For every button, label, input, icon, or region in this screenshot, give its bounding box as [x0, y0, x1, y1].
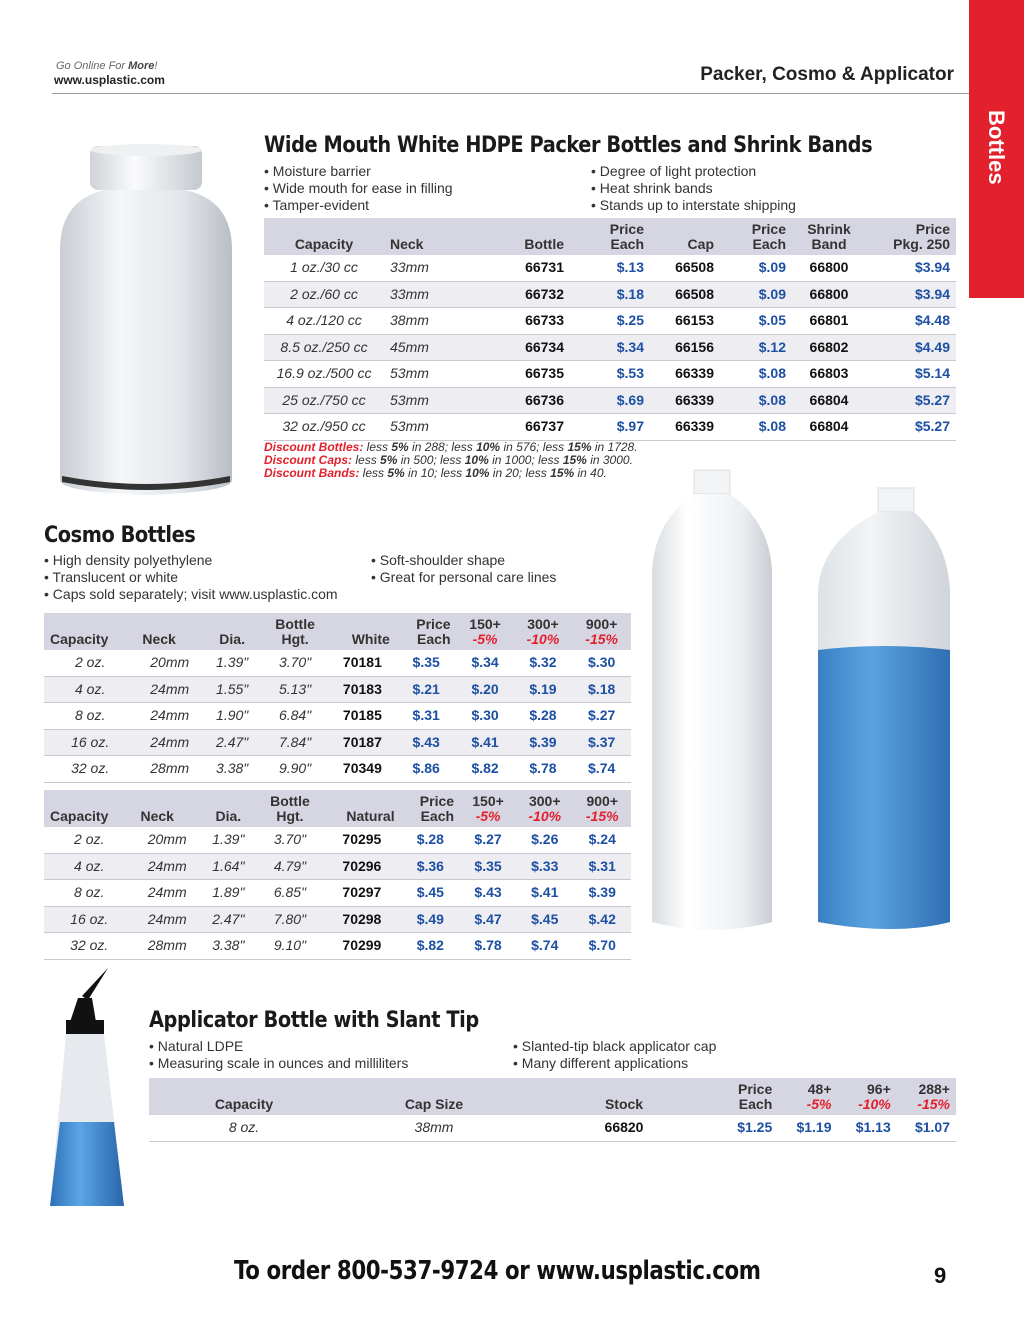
bullet: • Tamper-evident: [264, 197, 370, 213]
bullet: • Soft-shoulder shape: [371, 552, 506, 568]
cosmo-white-table: [44, 613, 631, 783]
table-row: [264, 361, 956, 388]
table-cell: 16.9 oz./500 cc: [264, 361, 384, 388]
table-cell: 25 oz./750 cc: [264, 387, 384, 414]
packer-bullets-right: [591, 163, 796, 214]
table-cell: 4 oz.: [44, 853, 134, 880]
table-cell: $.34: [457, 650, 514, 676]
col-header: Natural: [323, 790, 400, 827]
table-cell: 66508: [650, 281, 720, 308]
table-cell: 20mm: [136, 650, 203, 676]
table-cell: $4.48: [866, 308, 956, 335]
table-cell: $.78: [514, 756, 573, 783]
table-cell: 28mm: [136, 756, 203, 783]
table-cell: $.41: [516, 880, 573, 907]
table-row: [44, 906, 631, 933]
table-cell: $.39: [514, 729, 573, 756]
cosmo-bullets-right: [371, 552, 556, 586]
table-cell: $.18: [572, 676, 631, 703]
table-cell: 66339: [650, 361, 720, 388]
table-cell: $.36: [401, 853, 460, 880]
table-cell: $.86: [396, 756, 457, 783]
table-cell: $.69: [570, 387, 650, 414]
table-cell: $.45: [516, 906, 573, 933]
table-cell: 66804: [792, 414, 866, 441]
table-cell: 3.38": [200, 933, 257, 960]
table-cell: $.25: [570, 308, 650, 335]
col-header: 900+ -15%: [573, 790, 631, 827]
table-row: [44, 880, 631, 907]
table-cell: $.82: [401, 933, 460, 960]
table-cell: 8 oz.: [44, 703, 136, 730]
table-cell: $.45: [401, 880, 460, 907]
bullet: • Heat shrink bands: [591, 180, 713, 196]
table-cell: $.35: [460, 853, 516, 880]
table-cell: $.34: [570, 334, 650, 361]
col-header: Price Each: [570, 218, 650, 255]
bullet: • Natural LDPE: [149, 1038, 244, 1054]
table-cell: $1.19: [778, 1115, 837, 1141]
table-cell: 45mm: [384, 334, 494, 361]
table-cell: 6.85": [257, 880, 323, 907]
col-header: 150+ -5%: [460, 790, 516, 827]
table-cell: 1.39": [200, 827, 257, 853]
bullet: • Wide mouth for ease in filling: [264, 180, 453, 196]
col-header: Price Each: [720, 218, 792, 255]
table-cell: $.09: [720, 255, 792, 281]
table-cell: 24mm: [136, 703, 203, 730]
table-row: [264, 308, 956, 335]
table-cell: 8.5 oz./250 cc: [264, 334, 384, 361]
site-url[interactable]: www.usplastic.com: [54, 73, 165, 87]
table-header-row: [44, 790, 631, 827]
table-cell: 66801: [792, 308, 866, 335]
table-cell: 3.70": [257, 827, 323, 853]
col-header: 150+ -5%: [457, 613, 514, 650]
col-header: Bottle: [494, 218, 570, 255]
bullet: • Stands up to interstate shipping: [591, 197, 796, 213]
col-header: 48+ -5%: [778, 1078, 837, 1115]
table-cell: 7.80": [257, 906, 323, 933]
table-cell: $.35: [396, 650, 457, 676]
table-cell: $.74: [572, 756, 631, 783]
col-header: Capacity: [264, 218, 384, 255]
table-cell: 38mm: [384, 308, 494, 335]
table-cell: $.43: [460, 880, 516, 907]
table-cell: $.43: [396, 729, 457, 756]
table-cell: $.49: [401, 906, 460, 933]
table-cell: 1.39": [203, 650, 261, 676]
table-cell: $.12: [720, 334, 792, 361]
applicator-bullets-right: [513, 1038, 716, 1072]
table-cell: 2.47": [200, 906, 257, 933]
table-cell: 24mm: [136, 729, 203, 756]
section-tab-label: Bottles: [984, 110, 1009, 185]
table-cell: 66508: [650, 255, 720, 281]
table-cell: $.08: [720, 387, 792, 414]
table-cell: $1.13: [838, 1115, 897, 1141]
table-cell: 32 oz.: [44, 933, 134, 960]
table-cell: 24mm: [134, 880, 199, 907]
col-header: Bottle Hgt.: [261, 613, 329, 650]
table-cell: $.42: [573, 906, 631, 933]
table-cell: 1.64": [200, 853, 257, 880]
table-cell: $.09: [720, 281, 792, 308]
table-cell: $.97: [570, 414, 650, 441]
col-header: Capacity: [149, 1078, 339, 1115]
discount-line: Discount Bands: less 5% in 10; less 10% in 20; less 15% in 40.: [264, 466, 607, 480]
col-header: 900+ -15%: [572, 613, 631, 650]
col-header: Capacity: [44, 790, 134, 827]
table-cell: 66800: [792, 255, 866, 281]
col-header: 288+ -15%: [897, 1078, 956, 1115]
cosmo-natural-table: [44, 790, 631, 960]
table-cell: $.70: [573, 933, 631, 960]
table-cell: 32 oz.: [44, 756, 136, 783]
bullet: • Slanted-tip black applicator cap: [513, 1038, 717, 1054]
table-cell: $.08: [720, 414, 792, 441]
table-cell: 1.55": [203, 676, 261, 703]
col-header: Bottle Hgt.: [257, 790, 323, 827]
table-cell: 16 oz.: [44, 906, 134, 933]
table-cell: 66800: [792, 281, 866, 308]
table-cell: $.41: [457, 729, 514, 756]
col-header: Price Each: [401, 790, 460, 827]
table-cell: $.28: [514, 703, 573, 730]
table-cell: $.39: [573, 880, 631, 907]
table-cell: 24mm: [136, 676, 203, 703]
col-header: Cap Size: [339, 1078, 529, 1115]
table-cell: 70298: [323, 906, 400, 933]
table-cell: 33mm: [384, 281, 494, 308]
col-header: Dia.: [203, 613, 261, 650]
table-row: [264, 334, 956, 361]
header-divider: [52, 93, 970, 94]
table-cell: 66737: [494, 414, 570, 441]
table-cell: 28mm: [134, 933, 199, 960]
table-cell: $.21: [396, 676, 457, 703]
col-header: Neck: [134, 790, 199, 827]
table-header-row: [44, 613, 631, 650]
table-cell: $.32: [514, 650, 573, 676]
page-title: Packer, Cosmo & Applicator: [700, 64, 954, 85]
table-row: [264, 281, 956, 308]
table-cell: $.05: [720, 308, 792, 335]
table-cell: 66339: [650, 387, 720, 414]
col-header: Price Each: [396, 613, 457, 650]
table-row: [264, 414, 956, 441]
bullet: • Moisture barrier: [264, 163, 371, 179]
table-cell: 8 oz.: [149, 1115, 339, 1141]
table-cell: 20mm: [134, 827, 199, 853]
table-cell: 4 oz./120 cc: [264, 308, 384, 335]
bullet: • High density polyethylene: [44, 552, 213, 568]
table-cell: 70183: [329, 676, 396, 703]
page-number: 9: [934, 1263, 947, 1288]
table-row: [44, 827, 631, 853]
table-cell: $.82: [457, 756, 514, 783]
table-cell: 7.84": [261, 729, 329, 756]
table-cell: $5.14: [866, 361, 956, 388]
table-cell: 2 oz./60 cc: [264, 281, 384, 308]
col-header: Cap: [650, 218, 720, 255]
table-cell: $3.94: [866, 281, 956, 308]
applicator-table: [149, 1078, 956, 1142]
table-cell: 70185: [329, 703, 396, 730]
table-row: [44, 933, 631, 960]
table-cell: 1.89": [200, 880, 257, 907]
col-header: Neck: [384, 218, 494, 255]
col-header: Shrink Band: [792, 218, 866, 255]
tagline: Go Online For More!: [56, 60, 158, 72]
table-row: [264, 255, 956, 281]
table-cell: 66735: [494, 361, 570, 388]
table-cell: 4 oz.: [44, 676, 136, 703]
table-cell: $.74: [516, 933, 573, 960]
table-cell: 53mm: [384, 361, 494, 388]
table-cell: 24mm: [134, 853, 199, 880]
table-cell: 66820: [529, 1115, 719, 1141]
col-header: 300+ -10%: [516, 790, 573, 827]
table-cell: 53mm: [384, 387, 494, 414]
col-header: 300+ -10%: [514, 613, 573, 650]
table-cell: 66153: [650, 308, 720, 335]
table-cell: 16 oz.: [44, 729, 136, 756]
cosmo-title: Cosmo Bottles: [44, 523, 196, 548]
bullet: • Caps sold separately; visit www.usplastic.com: [44, 586, 338, 602]
applicator-bottle-image: [48, 962, 138, 1212]
table-row: [44, 756, 631, 783]
col-header: Price Each: [719, 1078, 778, 1115]
table-cell: $.33: [516, 853, 573, 880]
cosmo-bullets-left: [44, 552, 338, 603]
table-row: [44, 676, 631, 703]
table-header-row: [149, 1078, 956, 1115]
table-cell: 9.90": [261, 756, 329, 783]
table-cell: 66804: [792, 387, 866, 414]
table-cell: $.78: [460, 933, 516, 960]
table-cell: 70181: [329, 650, 396, 676]
table-cell: 70297: [323, 880, 400, 907]
order-footer: To order 800-537-9724 or www.usplastic.com: [234, 1256, 761, 1286]
table-cell: $.37: [572, 729, 631, 756]
table-cell: 70349: [329, 756, 396, 783]
table-cell: 38mm: [339, 1115, 529, 1141]
packer-bullets-left: [264, 163, 453, 214]
table-cell: 1 oz./30 cc: [264, 255, 384, 281]
table-cell: $.31: [573, 853, 631, 880]
table-cell: $4.49: [866, 334, 956, 361]
table-cell: 5.13": [261, 676, 329, 703]
table-cell: 70187: [329, 729, 396, 756]
table-cell: 3.70": [261, 650, 329, 676]
table-cell: 66339: [650, 414, 720, 441]
bullet: • Great for personal care lines: [371, 569, 557, 585]
table-cell: $5.27: [866, 387, 956, 414]
table-cell: $.19: [514, 676, 573, 703]
table-cell: $.47: [460, 906, 516, 933]
table-cell: $3.94: [866, 255, 956, 281]
packer-table: [264, 218, 956, 441]
table-cell: 66802: [792, 334, 866, 361]
col-header: Price Pkg. 250: [866, 218, 956, 255]
table-cell: $.30: [572, 650, 631, 676]
table-cell: $.13: [570, 255, 650, 281]
table-cell: $1.07: [897, 1115, 956, 1141]
table-cell: 9.10": [257, 933, 323, 960]
table-cell: 3.38": [203, 756, 261, 783]
table-cell: 1.90": [203, 703, 261, 730]
table-cell: 2.47": [203, 729, 261, 756]
table-row: [44, 853, 631, 880]
table-cell: 32 oz./950 cc: [264, 414, 384, 441]
table-cell: $.26: [516, 827, 573, 853]
packer-title: Wide Mouth White HDPE Packer Bottles and Shrink Bands: [264, 133, 873, 158]
table-cell: 2 oz.: [44, 650, 136, 676]
table-cell: 70299: [323, 933, 400, 960]
table-row: [44, 650, 631, 676]
table-cell: 53mm: [384, 414, 494, 441]
table-cell: $.30: [457, 703, 514, 730]
col-header: White: [329, 613, 396, 650]
table-cell: 66732: [494, 281, 570, 308]
packer-bottle-image: [50, 140, 240, 500]
table-cell: $.18: [570, 281, 650, 308]
table-cell: 8 oz.: [44, 880, 134, 907]
table-cell: 66803: [792, 361, 866, 388]
table-cell: 6.84": [261, 703, 329, 730]
col-header: Dia.: [200, 790, 257, 827]
col-header: Stock: [529, 1078, 719, 1115]
table-cell: $1.25: [719, 1115, 778, 1141]
table-row: [44, 729, 631, 756]
table-cell: 24mm: [134, 906, 199, 933]
table-cell: $.53: [570, 361, 650, 388]
discount-notes: [264, 441, 638, 480]
table-cell: 70296: [323, 853, 400, 880]
table-row: [44, 703, 631, 730]
applicator-bullets-left: [149, 1038, 408, 1072]
table-cell: $.31: [396, 703, 457, 730]
col-header: Capacity: [44, 613, 136, 650]
table-cell: 66731: [494, 255, 570, 281]
bullet: • Translucent or white: [44, 569, 179, 585]
table-header-row: [264, 218, 956, 255]
table-cell: 66156: [650, 334, 720, 361]
table-cell: 70295: [323, 827, 400, 853]
table-cell: $.28: [401, 827, 460, 853]
discount-line: Discount Caps: less 5% in 500; less 10% in 1000; less 15% in 3000.: [264, 453, 633, 467]
bullet: • Many different applications: [513, 1055, 689, 1071]
table-cell: $.27: [572, 703, 631, 730]
bullet: • Degree of light protection: [591, 163, 757, 179]
table-row: [264, 387, 956, 414]
table-cell: $.20: [457, 676, 514, 703]
table-cell: 66733: [494, 308, 570, 335]
table-cell: $.24: [573, 827, 631, 853]
table-cell: 33mm: [384, 255, 494, 281]
table-cell: 4.79": [257, 853, 323, 880]
section-tab: [969, 0, 1024, 298]
col-header: 96+ -10%: [838, 1078, 897, 1115]
table-cell: $.27: [460, 827, 516, 853]
bullet: • Measuring scale in ounces and milliliters: [149, 1055, 409, 1071]
table-row: [149, 1115, 956, 1141]
table-cell: $5.27: [866, 414, 956, 441]
table-cell: $.08: [720, 361, 792, 388]
applicator-title: Applicator Bottle with Slant Tip: [149, 1008, 479, 1033]
table-cell: 66736: [494, 387, 570, 414]
table-cell: 2 oz.: [44, 827, 134, 853]
table-cell: 66734: [494, 334, 570, 361]
cosmo-bottles-image: [630, 462, 960, 942]
col-header: Neck: [136, 613, 203, 650]
discount-line: Discount Bottles: less 5% in 288; less 10% in 576; less 15% in 1728.: [264, 440, 638, 454]
